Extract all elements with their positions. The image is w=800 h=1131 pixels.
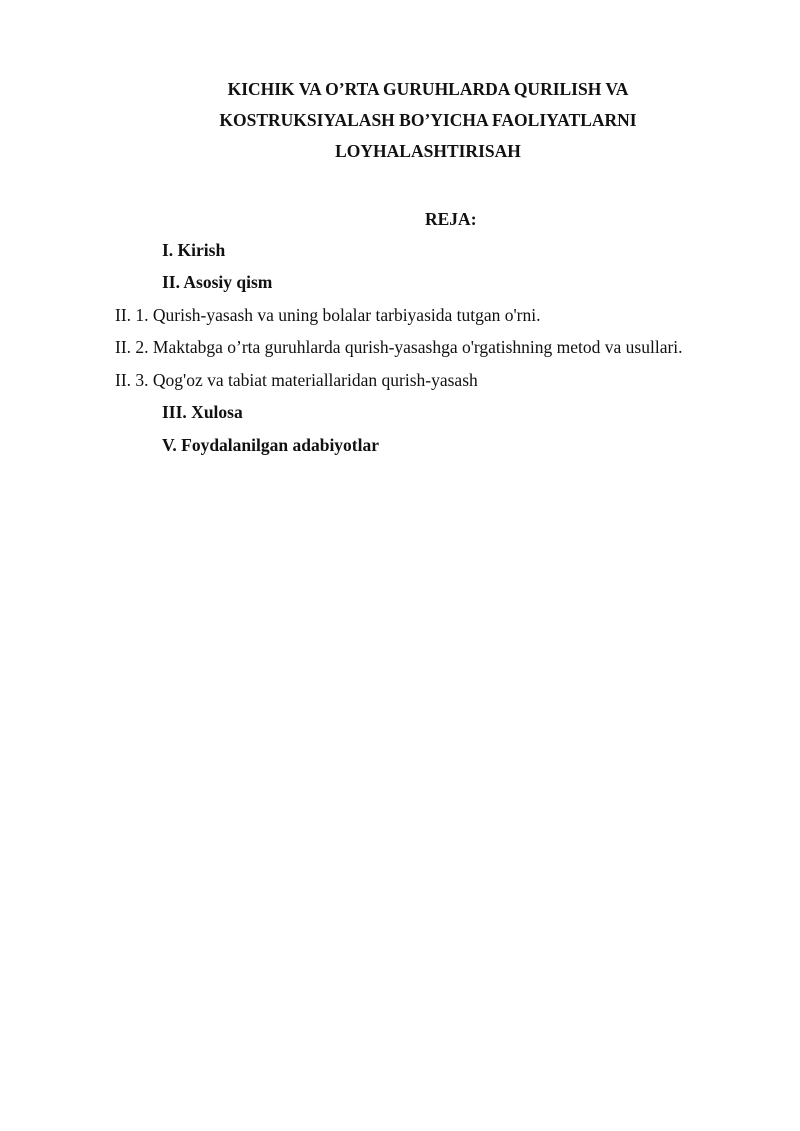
plan-subitem-1: II. 1. Qurish-yasash va uning bolalar tarbiyasida tutgan o'rni. bbox=[115, 305, 541, 325]
title-line-1: KICHIK VA O’RTA GURUHLARDA QURILISH VA bbox=[227, 79, 629, 99]
plan-item-intro: I. Kirish bbox=[162, 240, 226, 260]
title-line-3: LOYHALASHTIRISAH bbox=[335, 141, 521, 161]
plan-item-conclusion: III. Xulosa bbox=[162, 402, 243, 422]
plan-item-references: V. Foydalanilgan adabiyotlar bbox=[162, 435, 380, 455]
plan-item-main-part: II. Asosiy qism bbox=[162, 272, 273, 292]
plan-heading: REJA: bbox=[425, 209, 477, 229]
plan-subitem-2: II. 2. Maktabga o’rta guruhlarda qurish-yasashga o'rgatishning metod va usullari. bbox=[115, 337, 683, 357]
plan-subitem-3: II. 3. Qog'oz va tabiat materiallaridan qurish-yasash bbox=[115, 370, 478, 390]
document-title bbox=[118, 74, 738, 167]
title-line-2: KOSTRUKSIYALASH BO’YICHA FAOLIYATLARNI bbox=[219, 110, 637, 130]
